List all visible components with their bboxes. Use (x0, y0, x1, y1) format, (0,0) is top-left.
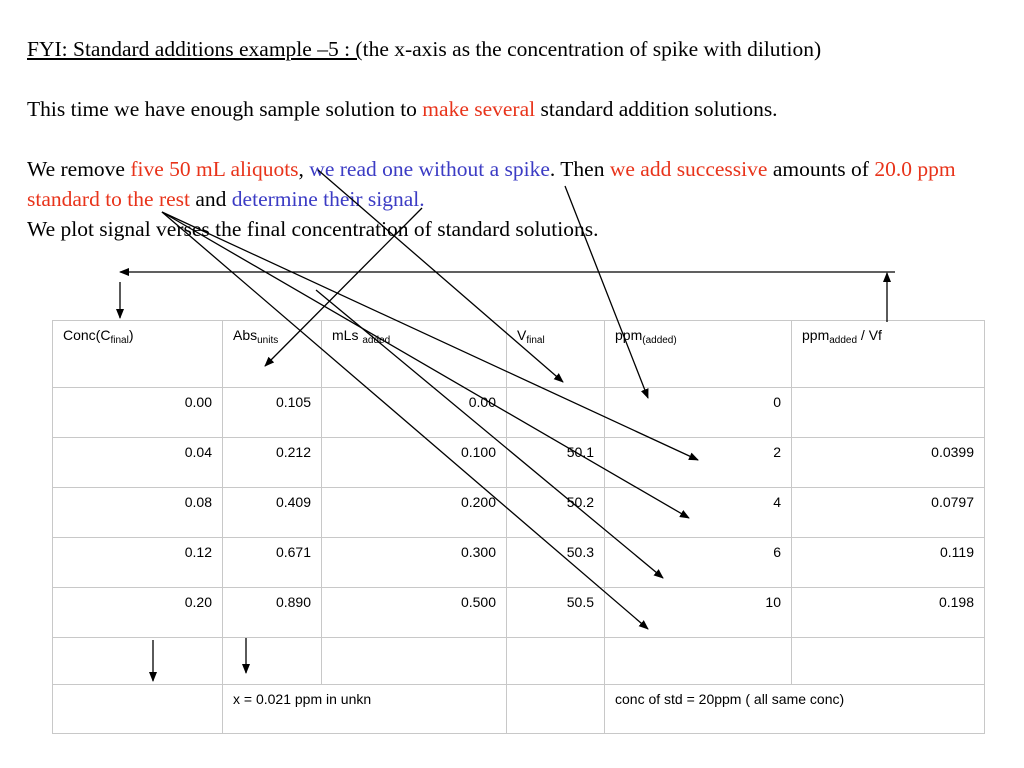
header-ppmvf-tail: / Vf (857, 327, 882, 343)
p2-determine-signal: determine their signal. (231, 187, 425, 211)
p2-text-g: amounts of (767, 157, 875, 181)
p2-text-e: . Then (549, 157, 610, 181)
cell-mls: 0.100 (322, 438, 507, 488)
header-ppm-main: ppm (615, 327, 643, 343)
cell-ppm: 10 (605, 588, 792, 638)
cell-abs: 0.409 (223, 488, 322, 538)
header-ppm (605, 321, 792, 388)
cell-abs: 0.671 (223, 538, 322, 588)
p1-text-c: standard addition solutions. (535, 97, 778, 121)
cell-vfinal (507, 388, 605, 438)
heading-rest: the x-axis as the concentration of spike with dilution) (362, 37, 822, 61)
header-abs-main: Abs (233, 327, 258, 343)
result-x-value: x = 0.021 ppm in unkn (223, 685, 507, 734)
p2-text-c: , (298, 157, 310, 181)
cell-empty (507, 638, 605, 685)
header-abs (223, 321, 322, 388)
header-conc-main: Conc(C (63, 327, 111, 343)
heading (27, 34, 1017, 64)
header-ppmvf-sub: added (829, 335, 858, 346)
header-mls-main: mLs (332, 327, 363, 343)
header-abs-sub: units (257, 335, 279, 346)
table-row-empty (53, 638, 985, 685)
cell-ppm: 0 (605, 388, 792, 438)
p2-text-i: and (190, 187, 232, 211)
cell-empty (53, 638, 223, 685)
cell-empty (223, 638, 322, 685)
p1-highlight: make several (422, 97, 536, 121)
cell-conc: 0.00 (53, 388, 223, 438)
cell-abs: 0.105 (223, 388, 322, 438)
cell-conc: 0.04 (53, 438, 223, 488)
slide-text (27, 34, 1017, 244)
p2-text-a: We remove (27, 157, 131, 181)
cell-ppm: 4 (605, 488, 792, 538)
cell-empty (322, 638, 507, 685)
cell-empty (53, 685, 223, 734)
result-row (53, 685, 985, 734)
cell-conc: 0.20 (53, 588, 223, 638)
cell-ppm: 6 (605, 538, 792, 588)
p2-read-without-spike: we read one without a spike (309, 157, 550, 181)
cell-vfinal: 50.2 (507, 488, 605, 538)
header-vfinal-sub: final (526, 335, 545, 346)
cell-vfinal: 50.5 (507, 588, 605, 638)
header-vfinal (507, 321, 605, 388)
header-ppm-sub: (added) (642, 335, 677, 346)
cell-empty (792, 638, 985, 685)
cell-vfinal: 50.1 (507, 438, 605, 488)
table-row (53, 388, 985, 438)
data-table (52, 320, 985, 734)
p2-add-successive: we add successive (609, 157, 768, 181)
paragraph-3: We plot signal verses the final concentration of standard solutions. (27, 217, 599, 241)
result-std-conc: conc of std = 20ppm ( all same conc) (605, 685, 985, 734)
cell-ppm-vf: 0.198 (792, 588, 985, 638)
table-row (53, 438, 985, 488)
cell-empty (605, 638, 792, 685)
heading-underlined: FYI: Standard additions example –5 : ( (27, 37, 363, 61)
paragraph-1 (27, 94, 1017, 124)
header-mls (322, 321, 507, 388)
p2-aliquots: five 50 mL aliquots (130, 157, 299, 181)
cell-abs: 0.890 (223, 588, 322, 638)
cell-ppm-vf (792, 388, 985, 438)
cell-ppm-vf: 0.0797 (792, 488, 985, 538)
paragraph-2 (27, 154, 1017, 214)
cell-empty (507, 685, 605, 734)
table-row (53, 488, 985, 538)
header-conc (53, 321, 223, 388)
cell-conc: 0.12 (53, 538, 223, 588)
cell-mls: 0.300 (322, 538, 507, 588)
p1-text-a: This time we have enough sample solution to (27, 97, 423, 121)
header-ppmvf-main: ppm (802, 327, 830, 343)
cell-mls: 0.00 (322, 388, 507, 438)
header-conc-sub: final (110, 335, 129, 346)
table-row (53, 538, 985, 588)
table-row (53, 588, 985, 638)
cell-vfinal: 50.3 (507, 538, 605, 588)
cell-ppm-vf: 0.0399 (792, 438, 985, 488)
header-conc-tail: ) (128, 327, 134, 343)
header-mls-sub: added (362, 335, 391, 346)
cell-mls: 0.500 (322, 588, 507, 638)
cell-mls: 0.200 (322, 488, 507, 538)
cell-ppm: 2 (605, 438, 792, 488)
cell-ppm-vf: 0.119 (792, 538, 985, 588)
header-ppm-vf (792, 321, 985, 388)
header-row (53, 321, 985, 388)
p2-standard: 20.0 ppm standard to the rest (27, 157, 956, 211)
header-vfinal-main: V (517, 327, 527, 343)
cell-abs: 0.212 (223, 438, 322, 488)
cell-conc: 0.08 (53, 488, 223, 538)
